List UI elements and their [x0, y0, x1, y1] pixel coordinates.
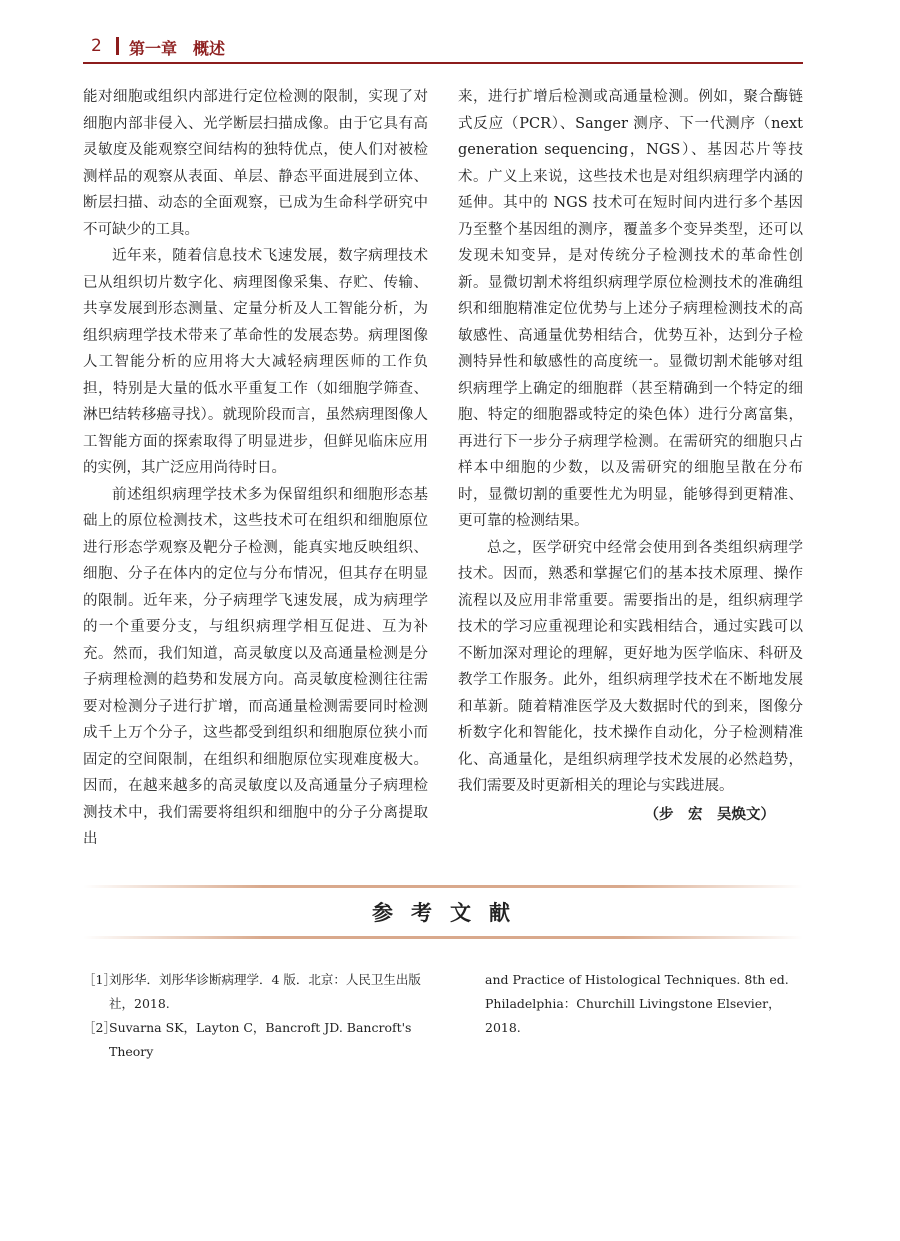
author-signature: （步 宏 吴焕文） [644, 805, 775, 823]
reference-item [83, 968, 428, 1016]
reference-number: ［2］ [83, 1020, 116, 1035]
paragraph: 总之，医学研究中经常会使用到各类组织病理学技术。因而，熟悉和掌握它们的基本技术原理、操作流程以及应用非常重要。需要指出的是，组织病理学技术的学习应重视理论和实践相结合，通过实践可以不断加深对理论的理解，更好地为医学临床、科研及教学工作服务。此外，组织病理学技术在不断地发展和革新。随着精准医学及大数据时代的到来，图像分析数字化和智能化，技术操作自动化，分子检测精准化、高通量化，是组织病理学技术发展的必然趋势，我们需要及时更新相关的理论与实践进展。 [458, 539, 803, 794]
reference-text: 刘彤华．刘彤华诊断病理学．4 版．北京：人民卫生出版社，2018. [109, 972, 421, 1011]
left-column [83, 84, 428, 853]
header-divider [116, 37, 119, 55]
references-heading: 参考文献 [372, 901, 528, 925]
chapter-title: 第一章 概述 [129, 39, 226, 58]
decorative-rule-top [83, 885, 803, 888]
references-list [83, 968, 428, 1064]
reference-text: Philadelphia：Churchill Livingstone Elsevier，2018. [485, 996, 781, 1035]
paragraph: 来，进行扩增后检测或高通量检测。例如，聚合酶链式反应（PCR）、Sanger 测序、下一代测序（next generation sequencing，NGS）、基因芯片等技术。广义上来说，这些技术也是对组织病理学内涵的延伸。其中的 NGS 技术可在短时间内进行多个基因乃至整个基因组的测序，覆盖多个变异类型，还可以发现未知变异，是对传统分子检测技术的革命性创新。显微切割术将组织病理学原位检测技术的准确组织和细胞精准定位优势与上述分子病理检测技术的高敏感性、高通量优势相结合，优势互补，达到分子检测特异性和敏感性的高度统一。显微切割术能够对组织病理学上确定的细胞群（甚至精确到一个特定的细胞、特定的细胞器或特定的染色体）进行分离富集，再进行下一步分子病理学检测。在需研究的细胞只占样本中细胞的少数，以及需研究的细胞呈散在分布时，显微切割的重要性尤为明显，能够得到更精准、更可靠的检测结果。 [458, 89, 803, 529]
paragraph: 能对细胞或组织内部进行定位检测的限制，实现了对细胞内部非侵入、光学断层扫描成像。由于它具有高灵敏度及能观察空间结构的独特优点，使人们对被检测样品的观察从表面、单层、静态平面进展到立体、断层扫描、动态的全面观察，已成为生命科学研究中不可缺少的工具。 [83, 89, 428, 238]
reference-item [83, 1016, 428, 1064]
paragraph: 前述组织病理学技术多为保留组织和细胞形态基础上的原位检测技术，这些技术可在组织和细胞原位进行形态学观察及靶分子检测，能真实地反映组织、细胞、分子在体内的定位与分布情况，但其存在明显的限制。近年来，分子病理学飞速发展，成为病理学的一个重要分支，与组织病理学相互促进、互为补充。然而，我们知道，高灵敏度以及高通量检测是分子病理检测的趋势和发展方向。高灵敏度检测往往需要对检测分子进行扩增，而高通量检测需要同时检测成千上万个分子，这些都受到组织和细胞原位狭小而固定的空间限制，在组织和细胞原位实现难度极大。因而，在越来越多的高灵敏度以及高通量分子病理检测技术中，我们需要将组织和细胞中的分子分离提取出 [83, 486, 428, 847]
reference-text: Suvarna SK，Layton C，Bancroft JD. Bancroft's Theory [109, 1020, 412, 1059]
header-rule [83, 62, 803, 64]
page-header [83, 32, 803, 62]
right-column [458, 84, 803, 828]
decorative-rule-bottom [83, 936, 803, 939]
reference-number: ［1］ [83, 972, 116, 987]
page-number: 2 [91, 36, 102, 56]
paragraph: 近年来，随着信息技术飞速发展，数字病理技术已从组织切片数字化、病理图像采集、存贮、传输、共享发展到形态测量、定量分析及人工智能分析，为组织病理学技术带来了革命性的发展态势。病理图像人工智能分析的应用将大大减轻病理医师的工作负担，特别是大量的低水平重复工作（如细胞学筛查、淋巴结转移癌寻找）。就现阶段而言，虽然病理图像人工智能方面的探索取得了明显进步，但鲜见临床应用的实例，其广泛应用尚待时日。 [83, 248, 428, 476]
reference-text: and Practice of Histological Techniques. 8th ed. [485, 972, 789, 987]
references-continuation [485, 968, 805, 1040]
